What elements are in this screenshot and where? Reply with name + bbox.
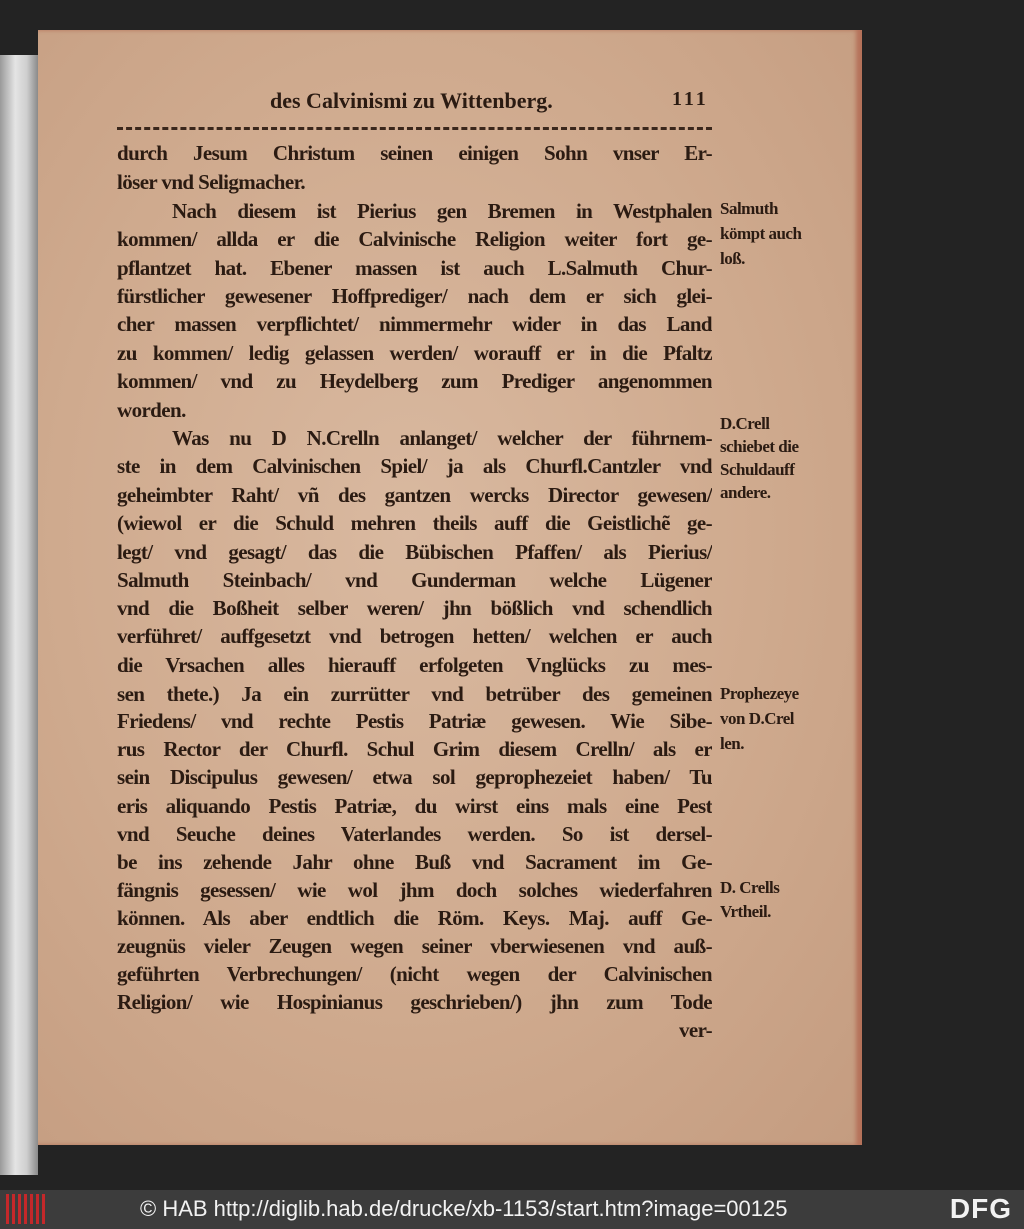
text-line: Religion/ wie Hospinianus geschrieben/) jhn zum Tode: [117, 990, 712, 1014]
source-link[interactable]: © HAB http://diglib.hab.de/drucke/xb-1153/start.htm?image=00125: [140, 1196, 788, 1221]
text-line: vnd die Boßheit selber weren/ jhn bößlich vnd schendlich: [117, 596, 712, 620]
text-line: kommen/ allda er die Calvinische Religion weiter fort ge-: [117, 227, 712, 251]
text-line: rus Rector der Churfl. Schul Grim diesem Crelln/ als er: [117, 737, 712, 761]
text-line: können. Als aber endtlich die Röm. Keys. Maj. auff Ge-: [117, 906, 712, 930]
text-line: fürstlicher gewesener Hoffprediger/ nach dem er sich glei-: [117, 284, 712, 308]
text-line: geheimbter Raht/ vñ des gantzen wercks Director gewesen/: [117, 483, 712, 507]
running-head: des Calvinismi zu Wittenberg.: [270, 88, 553, 113]
text-line: zeugnüs vieler Zeugen wegen seiner vberwiesenen vnd auß-: [117, 934, 712, 958]
text-line: eris aliquando Pestis Patriæ, du wirst eins mals eine Pest: [117, 794, 712, 818]
margin-note-line: D.Crell: [720, 414, 770, 433]
margin-note-line: von D.Crel: [720, 709, 795, 728]
margin-note-line: D. Crells: [720, 878, 780, 897]
page-number: 111: [672, 88, 709, 110]
text-line: legt/ vnd gesagt/ das die Bübischen Pfaffen/ als Pierius/: [117, 540, 712, 564]
text-line: Was nu D N.Crelln anlanget/ welcher der führnem-: [172, 426, 712, 450]
margin-note-line: schiebet die: [720, 437, 799, 456]
text-line: (wiewol er die Schuld mehren theils auff die Geistlichẽ ge-: [117, 511, 712, 535]
catchword: ver-: [679, 1018, 712, 1042]
text-line: Friedens/ vnd rechte Pestis Patriæ gewesen. Wie Sibe-: [117, 709, 712, 733]
hab-logo-icon: [6, 1194, 46, 1224]
text-line: kommen/ vnd zu Heydelberg zum Prediger angenommen: [117, 369, 712, 393]
text-line: ste in dem Calvinischen Spiel/ ja als Churfl.Cantzler vnd: [117, 454, 712, 478]
margin-note-line: Schuldauff: [720, 460, 795, 479]
footer-bar: [0, 1190, 1024, 1229]
text-line: löser vnd Seligmacher.: [117, 170, 306, 194]
text-line: Salmuth Steinbach/ vnd Gunderman welche Lügener: [117, 568, 712, 592]
margin-note-line: Prophezeye: [720, 684, 799, 703]
text-line: zu kommen/ ledig gelassen werden/ worauff er in die Pfaltz: [117, 341, 712, 365]
text-line: worden.: [117, 398, 186, 422]
margin-note-line: Vrtheil.: [720, 902, 771, 921]
text-line: be ins zehende Jahr ohne Buß vnd Sacrament im Ge-: [117, 850, 712, 874]
margin-note-line: len.: [720, 734, 744, 753]
text-line: sein Discipulus gewesen/ etwa sol geprophezeiet haben/ Tu: [117, 765, 712, 789]
text-line: cher massen verpflichtet/ nimmermehr wider in das Land: [117, 312, 712, 336]
text-line: verführet/ auffgesetzt vnd betrogen hetten/ welchen er auch: [117, 624, 712, 648]
margin-note-line: loß.: [720, 249, 745, 268]
adjacent-pages-edge: [0, 55, 38, 1175]
margin-note-line: kömpt auch: [720, 224, 802, 243]
text-line: vnd Seuche deines Vaterlandes werden. So ist dersel-: [117, 822, 712, 846]
header-rule: [117, 127, 712, 130]
text-line: geführten Verbrechungen/ (nicht wegen der Calvinischen: [117, 962, 712, 986]
text-line: die Vrsachen alles hierauff erfolgeten Vnglücks zu mes-: [117, 653, 712, 677]
text-line: durch Jesum Christum seinen einigen Sohn vnser Er-: [117, 141, 712, 165]
text-line: fängnis gesessen/ wie wol jhm doch solches wiederfahren: [117, 878, 712, 902]
text-line: pflantzet hat. Ebener massen ist auch L.Salmuth Chur-: [117, 256, 712, 280]
margin-note-line: andere.: [720, 483, 771, 502]
dfg-logo: DFG: [949, 1193, 1012, 1224]
text-line: sen thete.) Ja ein zurrütter vnd betrüber des gemeinen: [117, 682, 712, 706]
text-line: Nach diesem ist Pierius gen Bremen in Westphalen: [172, 199, 712, 223]
margin-note-line: Salmuth: [720, 199, 778, 218]
